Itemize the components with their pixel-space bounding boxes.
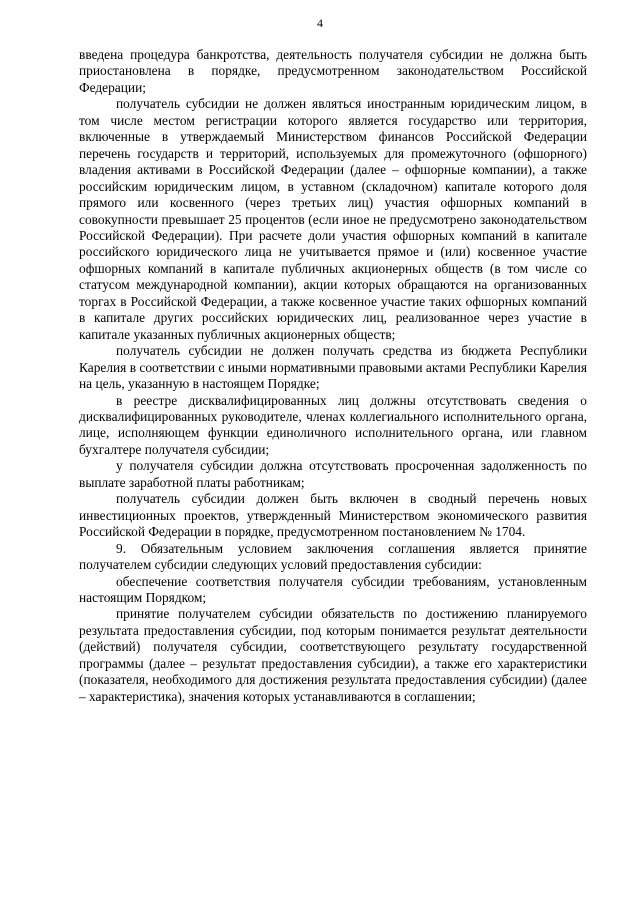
- paragraph-compliance-requirements: обеспечение соответствия получателя субсидии требованиям, установленным настоящим Порядком;: [79, 573, 587, 605]
- paragraph-wage-arrears: у получателя субсидии должна отсутствовать просроченная задолженность по выплате заработной платы работникам;: [79, 458, 587, 490]
- paragraph-result-obligations: принятие получателем субсидии обязательств по достижению планируемого результата предоставления субсидии, под которым понимается результат деятельности (действий) получателя субсидии, соответствующего результату государственной программы (далее – результат предоставления субсидии), а также его характеристики (показателя, необходимого для достижения результата предоставления субсидии) (далее – характеристика), значения которых устанавливаются в соглашении;: [79, 606, 587, 704]
- paragraph-disqualified-persons: в реестре дисквалифицированных лиц должны отсутствовать сведения о дисквалифицированных руководителе, членах коллегиального исполнительного органа, лице, исполняющем функции единоличного исполнительного органа, или главном бухгалтере получателя субсидии;: [79, 392, 587, 457]
- document-body: [79, 47, 587, 705]
- page-number: 4: [317, 16, 323, 30]
- paragraph-offshore-companies: получатель субсидии не должен являться иностранным юридическим лицом, в том числе местом регистрации которого является государство или территория, включенные в утверждаемый Министерством финансов Российской Федерации перечень государств и территорий, используемых для промежуточного (офшорного) владения активами в Российской Федерации (далее – офшорные компании), а также российским юридическим лицом, в уставном (складочном) капитале которого доля прямого или косвенного (через третьих лиц) участия офшорных компаний в совокупности превышает 25 процентов (если иное не предусмотрено законодательством Российской Федерации). При расчете доли участия офшорных компаний в капитале российского юридического лица не учитывается прямое и (или) косвенное участие офшорных компаний в капитале публичных акционерных обществ (в том числе со статусом международной компании), акции которых обращаются на организованных торгах в Российской Федерации, а также косвенное участие таких офшорных компаний в капитале других российских юридических лиц, реализованное через участие в капитале указанных публичных акционерных обществ;: [79, 96, 587, 342]
- paragraph-no-other-budget-funds: получатель субсидии не должен получать средства из бюджета Республики Карелия в соответствии с иными нормативными правовыми актами Республики Карелия на цель, указанную в настоящем Порядке;: [79, 343, 587, 392]
- paragraph-item-9: 9. Обязательным условием заключения соглашения является принятие получателем субсидии следующих условий предоставления субсидии:: [79, 540, 587, 573]
- paragraph-investment-projects-list: получатель субсидии должен быть включен в сводный перечень новых инвестиционных проектов, утвержденный Министерством экономического развития Российской Федерации в порядке, предусмотренном постановлением № 1704.: [79, 491, 587, 540]
- paragraph-bankruptcy-continuation: введена процедура банкротства, деятельность получателя субсидии не должна быть приостановлена в порядке, предусмотренном законодательством Российской Федерации;: [79, 47, 587, 95]
